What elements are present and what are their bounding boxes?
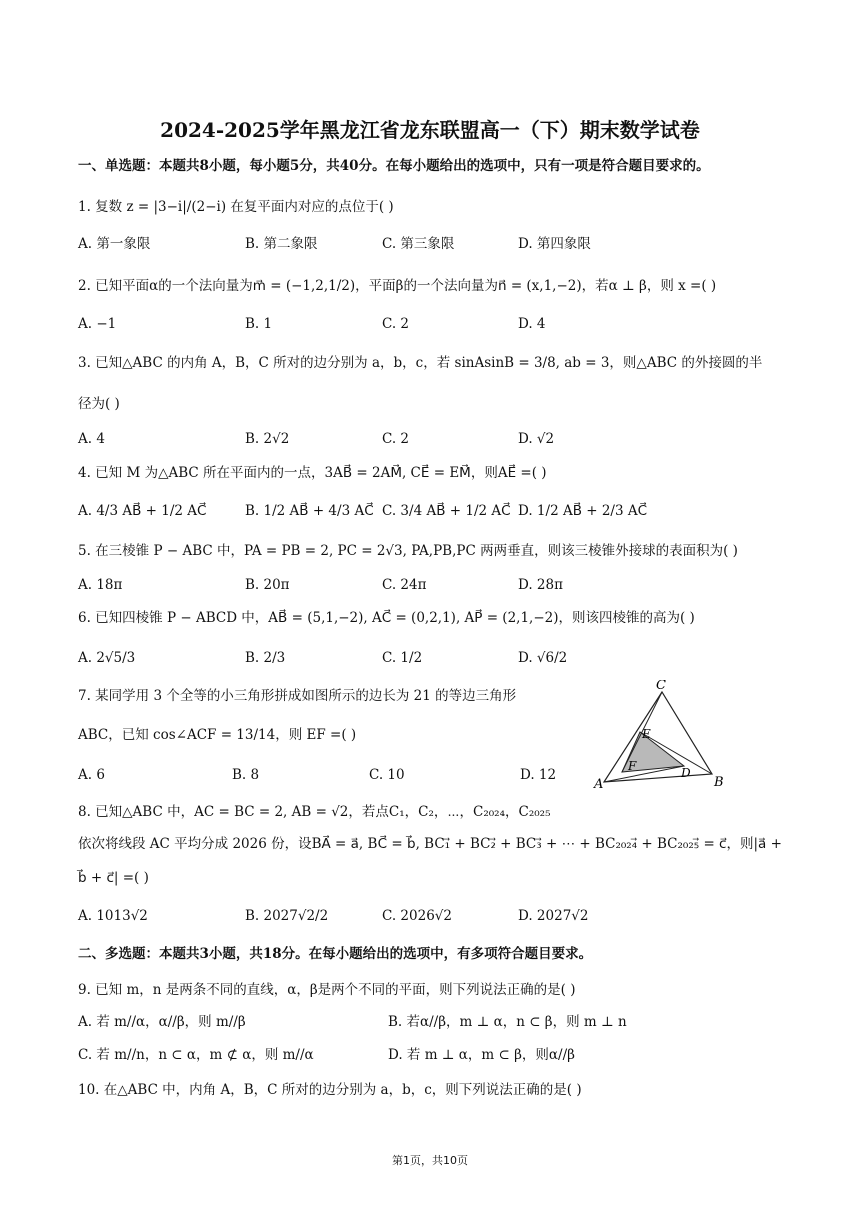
question-9-option-a: A. 若 m//α，α//β，则 m//β	[78, 1014, 246, 1030]
question-10-stem: 10. 在△ABC 中，内角 A，B，C 所对的边分别为 a，b，c，则下列说法正确的是( )	[78, 1082, 582, 1098]
question-1-option-c: C. 第三象限	[382, 236, 455, 252]
question-5-option-a: A. 18π	[78, 577, 123, 593]
question-8-option-b: B. 2027√2/2	[245, 908, 329, 924]
question-8-option-c: C. 2026√2	[382, 908, 452, 924]
question-3-option-c: C. 2	[382, 431, 410, 447]
label-b: B	[714, 775, 724, 790]
question-6-option-a: A. 2√5/3	[78, 650, 136, 666]
label-e: E	[642, 727, 651, 741]
triangle-figure	[592, 680, 732, 795]
question-2-option-c: C. 2	[382, 316, 410, 332]
question-1-option-b: B. 第二象限	[245, 236, 318, 252]
question-5-stem: 5. 在三棱锥 P − ABC 中，PA = PB = 2, PC = 2√3, PA,PB,PC 两两垂直，则该三棱锥外接球的表面积为( )	[78, 543, 738, 559]
question-9-option-c: C. 若 m//n，n ⊂ α，m ⊄ α，则 m//α	[78, 1047, 314, 1063]
label-f: F	[628, 759, 637, 773]
question-5-option-b: B. 20π	[245, 577, 290, 593]
question-7-option-b: B. 8	[232, 767, 260, 783]
question-7-option-c: C. 10	[369, 767, 405, 783]
question-8-stem-line-2: 依次将线段 AC 平均分成 2026 份，设BA⃗ = a⃗, BC⃗ = b⃗, BC₁⃗ + BC₂⃗ + BC₃⃗ + ⋯ + BC₂₀₂₄⃗ + BC₂₀₂₅⃗ = c⃗，则|a⃗ +	[78, 836, 782, 852]
label-d: D	[681, 766, 691, 780]
question-6-option-b: B. 2/3	[245, 650, 286, 666]
question-7-option-a: A. 6	[78, 767, 105, 783]
label-c: C	[656, 680, 666, 693]
question-9-stem: 9. 已知 m，n 是两条不同的直线，α，β是两个不同的平面，则下列说法正确的是( )	[78, 982, 576, 998]
section-single-choice-heading: 一、单选题：本题共8小题，每小题5分，共40分。在每小题给出的选项中，只有一项是符合题目要求的。	[78, 158, 710, 174]
question-3-stem-line-1: 3. 已知△ABC 的内角 A，B，C 所对的边分别为 a，b，c，若 sinAsinB = 3/8, ab = 3，则△ABC 的外接圆的半	[78, 355, 763, 371]
question-1-stem: 1. 复数 z = |3−i|/(2−i) 在复平面内对应的点位于( )	[78, 199, 394, 215]
question-4-stem: 4. 已知 M 为△ABC 所在平面内的一点，3AB⃗ = 2AM⃗, CE⃗ = EM⃗，则AE⃗ =( )	[78, 465, 547, 481]
question-1-option-d: D. 第四象限	[518, 236, 591, 252]
question-5-option-c: C. 24π	[382, 577, 427, 593]
question-9-option-b: B. 若α//β，m ⊥ α，n ⊂ β，则 m ⊥ n	[388, 1014, 627, 1030]
question-2-option-d: D. 4	[518, 316, 546, 332]
question-8-option-a: A. 1013√2	[78, 908, 148, 924]
question-7-stem-line-1: 7. 某同学用 3 个全等的小三角形拼成如图所示的边长为 21 的等边三角形	[78, 688, 517, 704]
question-2-option-b: B. 1	[245, 316, 273, 332]
page-title: 2024-2025学年黑龙江省龙东联盟高一（下）期末数学试卷	[160, 118, 700, 142]
question-8-stem-line-3: b⃗ + c⃗| =( )	[78, 870, 149, 886]
question-4-option-b: B. 1/2 AB⃗ + 4/3 AC⃗	[245, 503, 374, 519]
question-8-stem-line-1: 8. 已知△ABC 中，AC = BC = 2, AB = √2，若点C₁，C₂，⋯，C₂₀₂₄，C₂₀₂₅	[78, 804, 551, 820]
question-6-stem: 6. 已知四棱锥 P − ABCD 中，AB⃗ = (5,1,−2), AC⃗ = (0,2,1), AP⃗ = (2,1,−2)，则该四棱锥的高为( )	[78, 610, 695, 626]
question-3-option-a: A. 4	[78, 431, 105, 447]
question-3-stem-line-2: 径为( )	[78, 396, 120, 412]
question-6-option-d: D. √6/2	[518, 650, 568, 666]
question-5-option-d: D. 28π	[518, 577, 563, 593]
question-4-option-d: D. 1/2 AB⃗ + 2/3 AC⃗	[518, 503, 648, 519]
question-7-option-d: D. 12	[520, 767, 557, 783]
page-footer: 第1页，共10页	[392, 1154, 468, 1167]
question-2-stem: 2. 已知平面α的一个法向量为m⃗ = (−1,2,1/2)，平面β的一个法向量为n⃗ = (x,1,−2)，若α ⊥ β，则 x =( )	[78, 278, 717, 294]
question-2-option-a: A. −1	[78, 316, 117, 332]
section-multi-choice-heading: 二、多选题：本题共3小题，共18分。在每小题给出的选项中，有多项符合题目要求。	[78, 946, 593, 962]
question-4-option-a: A. 4/3 AB⃗ + 1/2 AC⃗	[78, 503, 207, 519]
question-4-option-c: C. 3/4 AB⃗ + 1/2 AC⃗	[382, 503, 511, 519]
question-8-option-d: D. 2027√2	[518, 908, 589, 924]
question-3-option-d: D. √2	[518, 431, 555, 447]
question-9-option-d: D. 若 m ⊥ α，m ⊂ β，则α//β	[388, 1047, 575, 1063]
question-7-stem-line-2: ABC，已知 cos∠ACF = 13/14，则 EF =( )	[78, 727, 357, 743]
question-6-option-c: C. 1/2	[382, 650, 423, 666]
label-a: A	[594, 777, 604, 792]
question-3-option-b: B. 2√2	[245, 431, 290, 447]
question-1-option-a: A. 第一象限	[78, 236, 151, 252]
